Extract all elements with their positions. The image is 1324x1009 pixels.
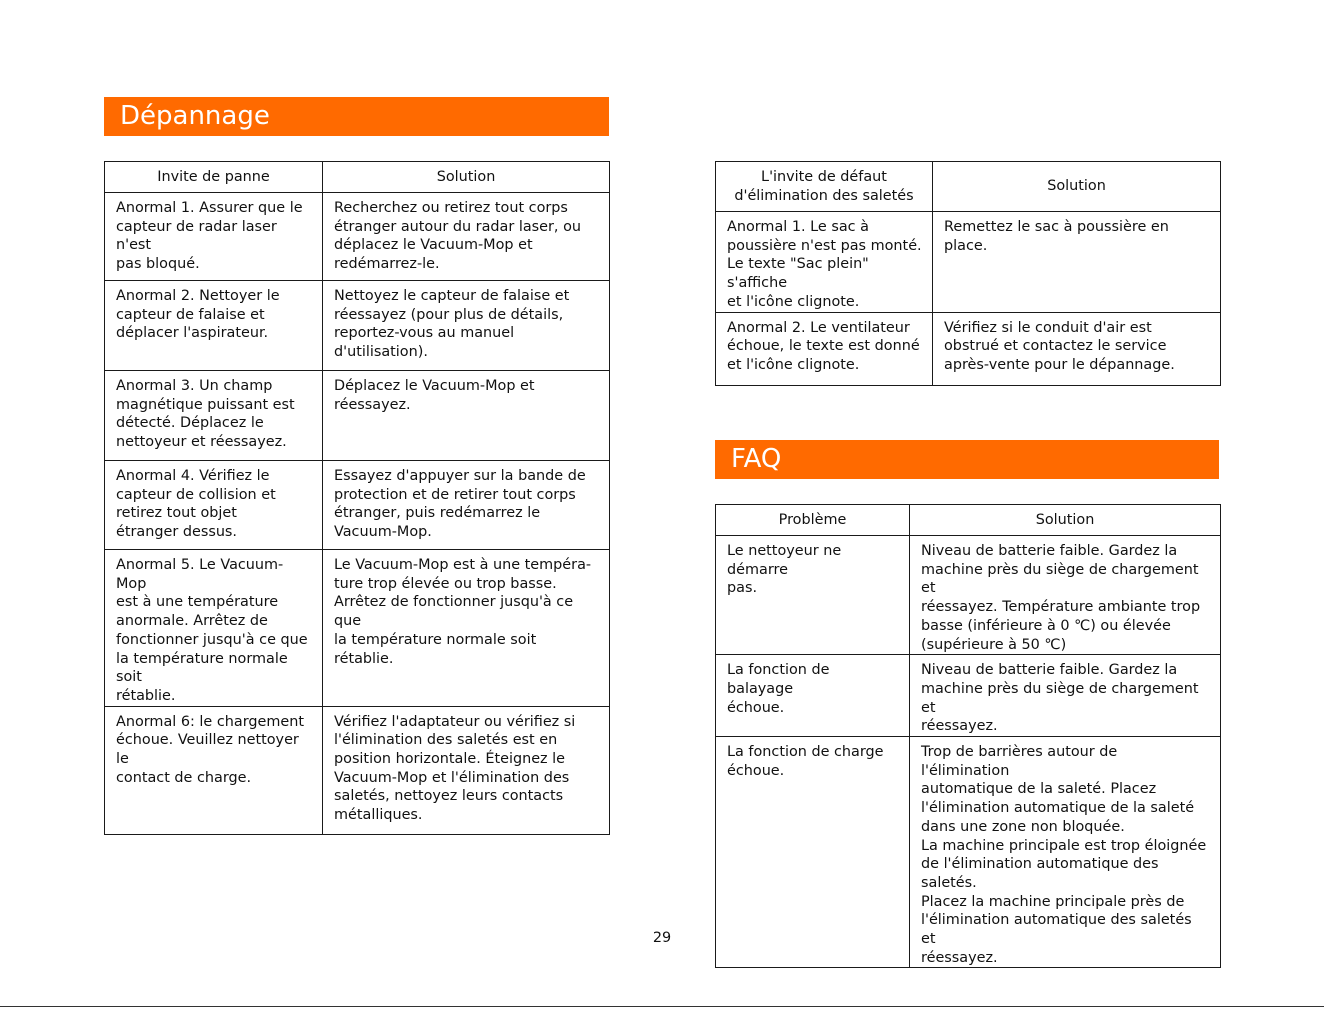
table-header-row	[105, 162, 610, 193]
column-header-solution: Solution	[933, 162, 1221, 212]
solution-cell: Déplacez le Vacuum-Mop et réessayez.	[323, 371, 610, 461]
column-header-problem: Problème	[716, 505, 910, 536]
fault-cell: Anormal 6: le chargement échoue. Veuillez nettoyer le contact de charge.	[105, 706, 323, 834]
table-row	[105, 706, 610, 834]
table-row	[105, 281, 610, 371]
fault-cell: Anormal 4. Vérifiez le capteur de collision et retirez tout objet étranger dessus.	[105, 461, 323, 550]
depannage-heading: Dépannage	[104, 97, 609, 136]
solution-cell: Niveau de batterie faible. Gardez la machine près du siège de chargement et réessayez.	[910, 655, 1221, 737]
table-row	[716, 655, 1221, 737]
fault-cell: Anormal 1. Assurer que le capteur de radar laser n'est pas bloqué.	[105, 193, 323, 281]
table-row	[105, 371, 610, 461]
solution-cell: Niveau de batterie faible. Gardez la machine près du siège de chargement et réessayez. Température ambiante trop basse (inférieure à 0 ℃) ou élevée (supérieure à 50 ℃)	[910, 536, 1221, 655]
column-header-fault: L'invite de défaut d'élimination des saletés	[716, 162, 933, 212]
table-row	[716, 536, 1221, 655]
column-header-fault: Invite de panne	[105, 162, 323, 193]
fault-cell: Anormal 5. Le Vacuum-Mop est à une température anormale. Arrêtez de fonctionner jusqu'à ce que la température normale soit rétablie.	[105, 550, 323, 707]
solution-cell: Le Vacuum-Mop est à une tempéra- ture trop élevée ou trop basse. Arrêtez de fonctionner jusqu'à ce que la température normale soit rétablie.	[323, 550, 610, 707]
table-header-row	[716, 505, 1221, 536]
table-header-row	[716, 162, 1221, 212]
fault-cell: Anormal 2. Le ventilateur échoue, le texte est donné et l'icône clignote.	[716, 312, 933, 385]
table-row	[716, 312, 1221, 385]
fault-cell: Anormal 1. Le sac à poussière n'est pas monté. Le texte "Sac plein" s'affiche et l'icône clignote.	[716, 212, 933, 313]
column-header-solution: Solution	[910, 505, 1221, 536]
table-row	[105, 193, 610, 281]
faq-heading: FAQ	[715, 440, 1219, 479]
dirt-disposal-table	[715, 161, 1221, 386]
problem-cell: Le nettoyeur ne démarre pas.	[716, 536, 910, 655]
solution-cell: Recherchez ou retirez tout corps étranger autour du radar laser, ou déplacez le Vacuum-Mop et redémarrez-le.	[323, 193, 610, 281]
solution-cell: Vérifiez si le conduit d'air est obstrué et contactez le service après-vente pour le dépannage.	[933, 312, 1221, 385]
faq-table	[715, 504, 1221, 968]
table-row	[105, 550, 610, 707]
solution-cell: Nettoyez le capteur de falaise et réessayez (pour plus de détails, reportez-vous au manuel d'utilisation).	[323, 281, 610, 371]
solution-cell: Essayez d'appuyer sur la bande de protection et de retirer tout corps étranger, puis redémarrez le Vacuum-Mop.	[323, 461, 610, 550]
problem-cell: La fonction de charge échoue.	[716, 737, 910, 968]
page-number: 29	[652, 930, 672, 946]
table-row	[716, 212, 1221, 313]
bottom-divider	[0, 1006, 1324, 1007]
problem-cell: La fonction de balayage échoue.	[716, 655, 910, 737]
solution-cell: Remettez le sac à poussière en place.	[933, 212, 1221, 313]
solution-cell: Trop de barrières autour de l'élimination automatique de la saleté. Placez l'élimination automatique de la saleté dans une zone non bloquée. La machine principale est trop éloignée de l'élimination automatique des saletés. Placez la machine principale près de l'élimination automatique des saletés et réessayez.	[910, 737, 1221, 968]
fault-cell: Anormal 2. Nettoyer le capteur de falaise et déplacer l'aspirateur.	[105, 281, 323, 371]
column-header-solution: Solution	[323, 162, 610, 193]
solution-cell: Vérifiez l'adaptateur ou vérifiez si l'élimination des saletés est en position horizontale. Éteignez le Vacuum-Mop et l'élimination des saletés, nettoyez leurs contacts métalliques.	[323, 706, 610, 834]
fault-cell: Anormal 3. Un champ magnétique puissant est détecté. Déplacez le nettoyeur et réessayez.	[105, 371, 323, 461]
depannage-table	[104, 161, 610, 835]
table-row	[105, 461, 610, 550]
